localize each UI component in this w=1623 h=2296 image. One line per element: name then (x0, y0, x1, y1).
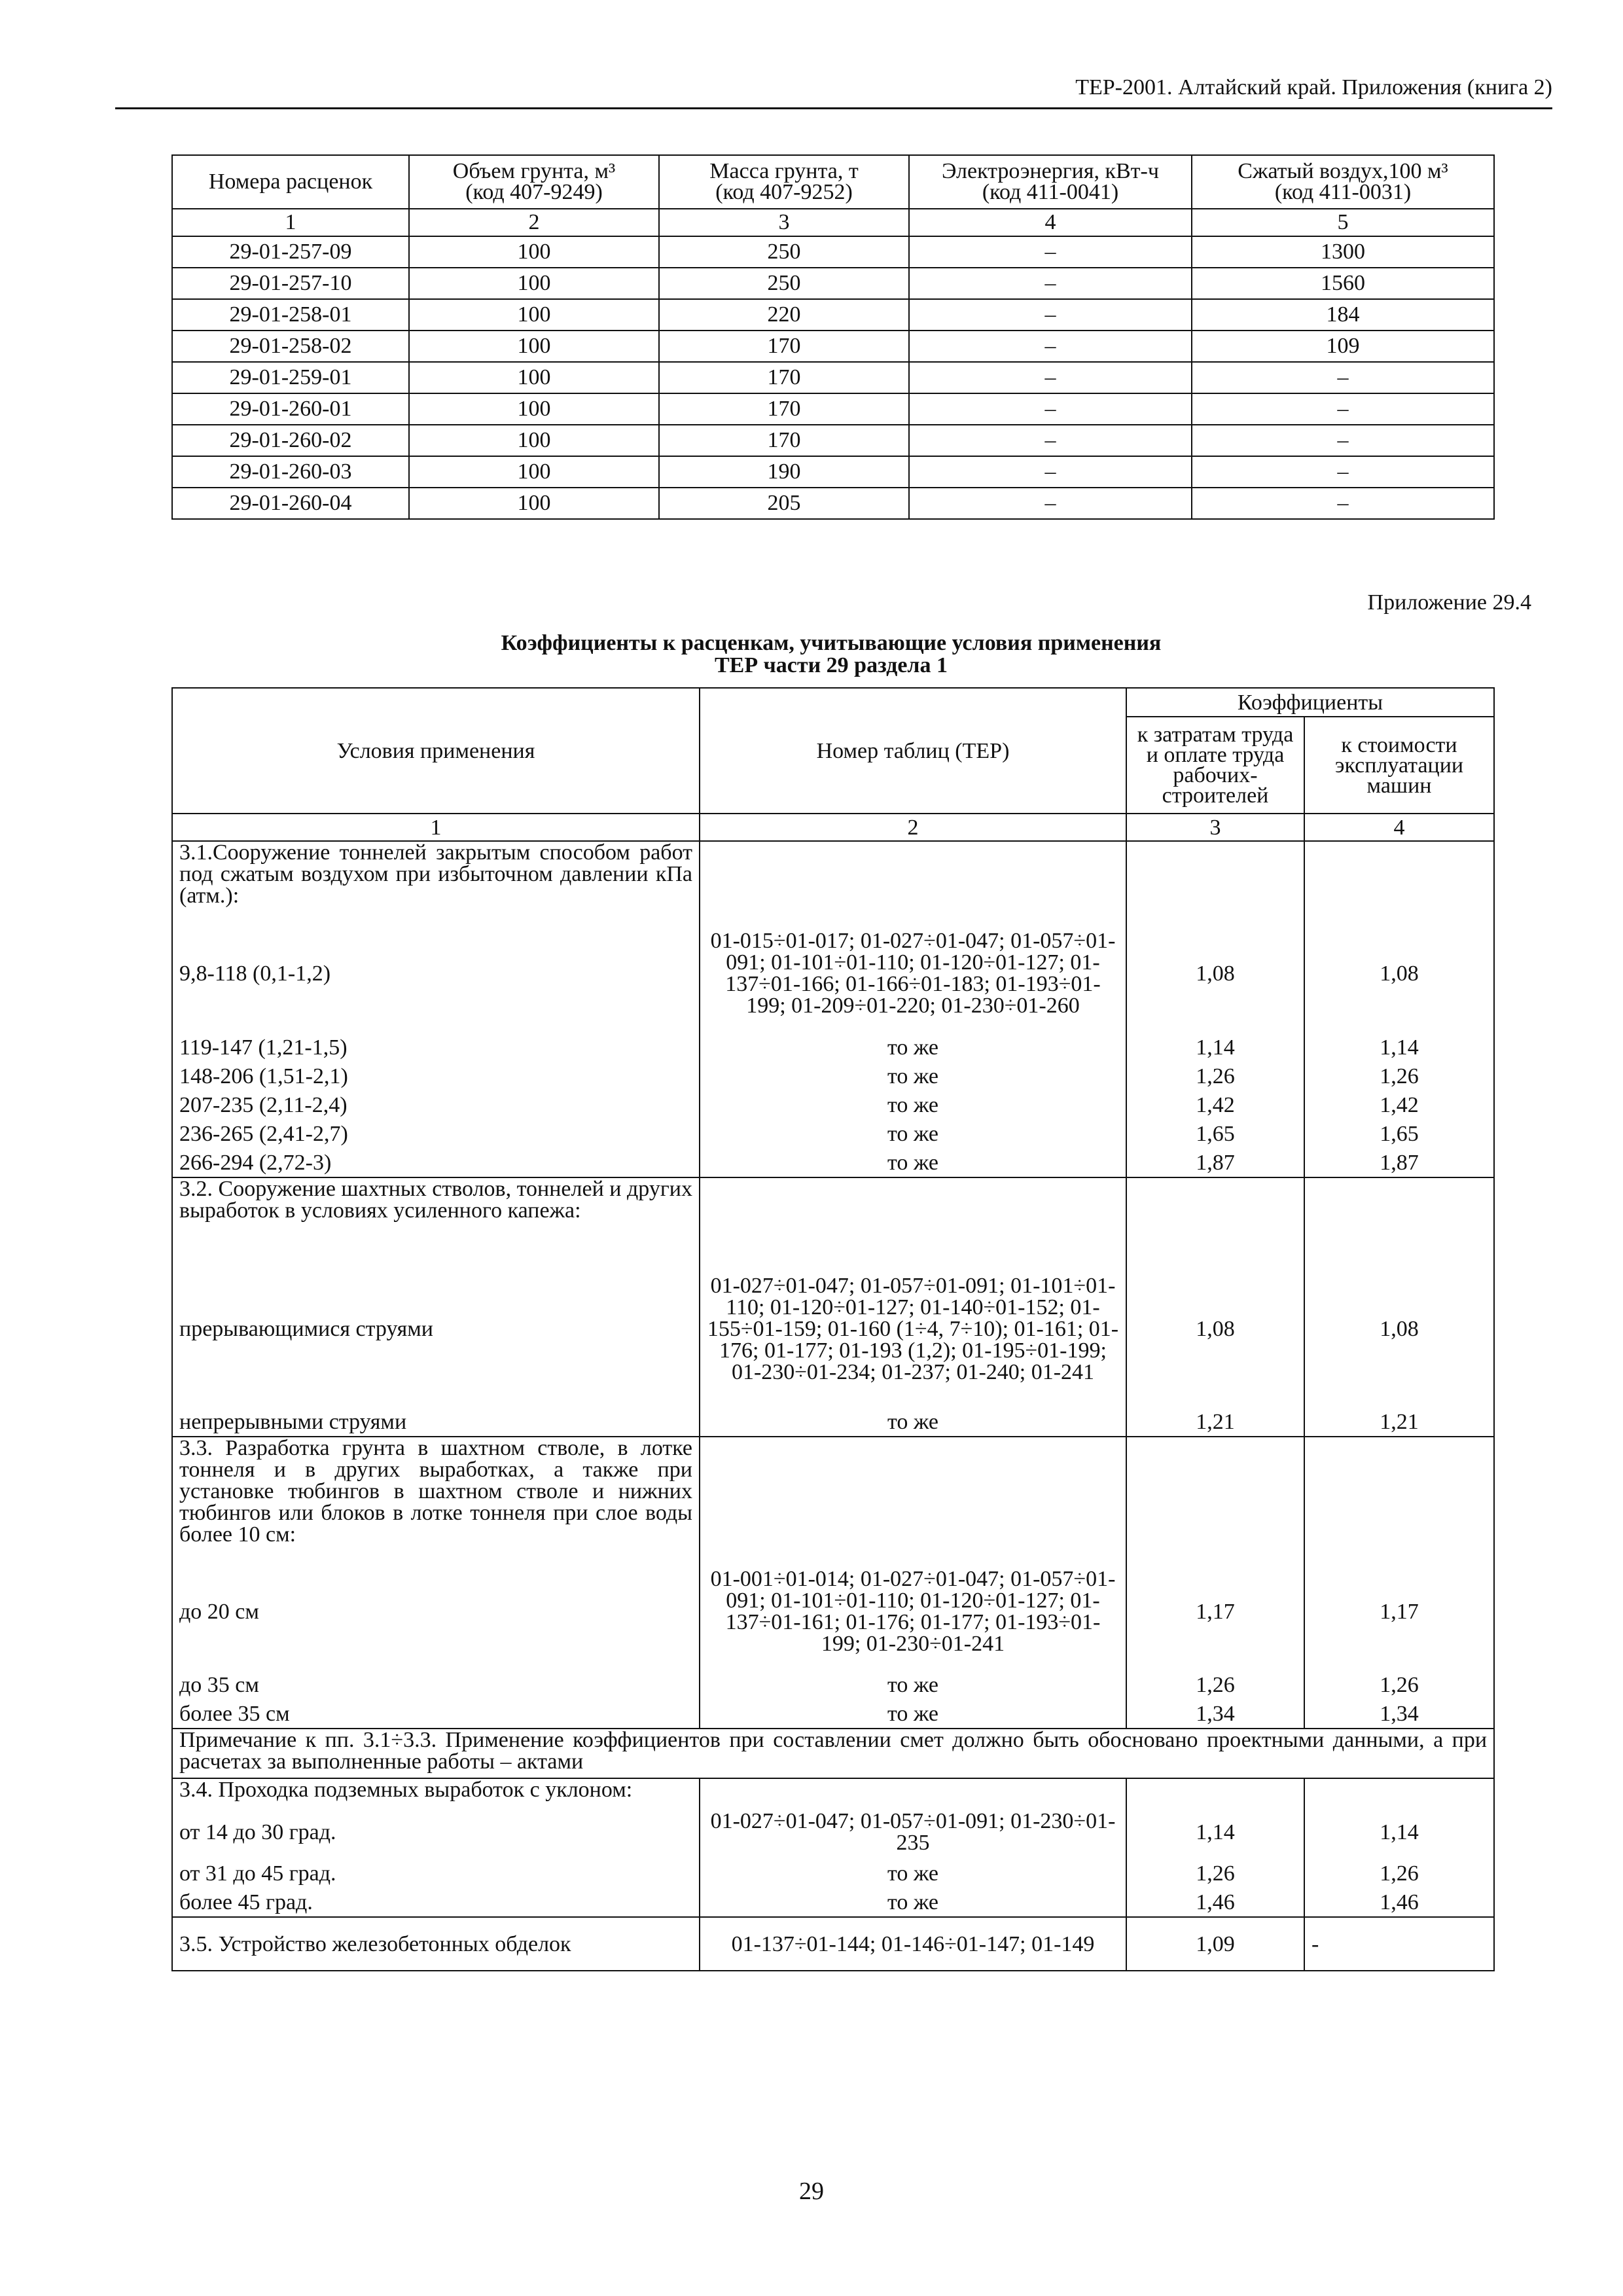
machine-coefficient-cell: 1,26 (1304, 1670, 1494, 1699)
col-header-labor-coefficient: к затратам труда и оплате труда рабочих-строителей (1126, 717, 1304, 814)
labor-coefficient-cell: 1,26 (1126, 1670, 1304, 1699)
labor-coefficient-cell: 1,34 (1126, 1699, 1304, 1729)
machine-coefficient-cell: 1,17 (1304, 1552, 1494, 1670)
machine-coefficient-cell: 1,21 (1304, 1407, 1494, 1437)
table-row (172, 456, 1494, 488)
labor-coefficient-cell: 1,26 (1126, 1859, 1304, 1888)
table-cell: 109 (1192, 331, 1494, 362)
section-heading: 3.4. Проходка подземных выработок с уклоном: (172, 1778, 700, 1805)
table-cell: – (909, 236, 1192, 268)
table-cell: – (1192, 488, 1494, 519)
col-header-soil-volume: Объем грунта, м³ (код 407-9249) (409, 155, 659, 209)
table-title-line: ТЕР части 29 раздела 1 (714, 653, 948, 677)
table-cell: 170 (659, 331, 909, 362)
table-cell: – (909, 393, 1192, 425)
labor-coefficient-cell: 1,46 (1126, 1888, 1304, 1917)
section-heading: 3.3. Разработка грунта в шахтном стволе, в лотке тоннеля и в других выработках, а также при установке тюбингов в шахтном стволе и нижних тюбингов или блоков в лотке тоннеля при слое воды более 10 см: (172, 1437, 700, 1552)
col-header-table-numbers: Номер таблиц (ТЕР) (700, 688, 1126, 814)
table-cell: 29-01-258-01 (172, 299, 409, 331)
machine-coefficient-cell: 1,26 (1304, 1859, 1494, 1888)
condition-cell: 148-206 (1,51-2,1) (172, 1062, 700, 1090)
col-header-machine-coefficient: к стоимости эксплуатации машин (1304, 717, 1494, 814)
labor-coefficient-cell: 1,14 (1126, 1033, 1304, 1062)
col-number: 4 (909, 209, 1192, 236)
table-cell: 29-01-258-02 (172, 331, 409, 362)
table-row (172, 1670, 1494, 1699)
col-header-coefficients: Коэффициенты (1126, 688, 1494, 717)
table-title-line: Коэффициенты к расценкам, учитывающие условия применения (501, 631, 1162, 655)
section-heading-row (172, 841, 1494, 914)
table-cell: 100 (409, 236, 659, 268)
coefficients-table (171, 687, 1495, 1971)
machine-coefficient-cell: 1,46 (1304, 1888, 1494, 1917)
table-cell: 29-01-257-09 (172, 236, 409, 268)
table-numbers-cell: 01-027÷01-047; 01-057÷01-091; 01-230÷01-235 (700, 1805, 1126, 1859)
col-number: 4 (1304, 814, 1494, 841)
table-cell: 170 (659, 362, 909, 393)
table-numbers-cell: то же (700, 1033, 1126, 1062)
labor-coefficient-cell: 1,26 (1126, 1062, 1304, 1090)
labor-coefficient-cell: 1,21 (1126, 1407, 1304, 1437)
machine-coefficient-cell: 1,14 (1304, 1033, 1494, 1062)
col-number: 5 (1192, 209, 1494, 236)
table-cell: – (1192, 425, 1494, 456)
table-numbers-cell: то же (700, 1699, 1126, 1729)
col-header-rate-numbers: Номера расценок (172, 155, 409, 209)
table-cell: 29-01-260-03 (172, 456, 409, 488)
machine-coefficient-cell: 1,65 (1304, 1119, 1494, 1148)
table-row (172, 393, 1494, 425)
table-cell: – (1192, 362, 1494, 393)
labor-coefficient-cell: 1,14 (1126, 1805, 1304, 1859)
table-cell: 29-01-260-04 (172, 488, 409, 519)
table-row (172, 914, 1494, 1033)
table-row (172, 1119, 1494, 1148)
table-cell: 100 (409, 488, 659, 519)
table-row (172, 1699, 1494, 1729)
table-row (172, 362, 1494, 393)
table-cell: 100 (409, 393, 659, 425)
table-numbers-cell: то же (700, 1148, 1126, 1177)
condition-cell: более 35 см (172, 1699, 700, 1729)
note-text: Примечание к пп. 3.1÷3.3. Применение коэффициентов при составлении смет должно быть обосновано проектными данными, а при расчетах за выполненные работы – актами (172, 1729, 1494, 1778)
section-heading: 3.1.Сооружение тоннелей закрытым способом работ под сжатым воздухом при избыточном давлении кПа (атм.): (172, 841, 700, 914)
machine-coefficient-cell: - (1304, 1917, 1494, 1971)
table-row (172, 1917, 1494, 1971)
condition-cell: 119-147 (1,21-1,5) (172, 1033, 700, 1062)
table-numbers-cell: то же (700, 1062, 1126, 1090)
table-cell: 100 (409, 456, 659, 488)
table-row (172, 1552, 1494, 1670)
table-cell: 100 (409, 425, 659, 456)
section-heading-row (172, 1177, 1494, 1250)
running-header (115, 72, 1552, 109)
table-cell: 29-01-259-01 (172, 362, 409, 393)
table-cell: 250 (659, 268, 909, 299)
table-cell: – (909, 331, 1192, 362)
table-cell: 29-01-257-10 (172, 268, 409, 299)
appendix-label: Приложение 29.4 (1367, 590, 1531, 615)
table-row (172, 1033, 1494, 1062)
col-number: 1 (172, 209, 409, 236)
resource-table (171, 154, 1495, 520)
table-row (172, 236, 1494, 268)
table-row (172, 1407, 1494, 1437)
condition-cell: 207-235 (2,11-2,4) (172, 1090, 700, 1119)
labor-coefficient-cell: 1,08 (1126, 1250, 1304, 1407)
table-row (172, 1888, 1494, 1917)
table-cell: 1560 (1192, 268, 1494, 299)
condition-cell: до 35 см (172, 1670, 700, 1699)
table-cell: 184 (1192, 299, 1494, 331)
table-row (172, 1859, 1494, 1888)
labor-coefficient-cell: 1,08 (1126, 914, 1304, 1033)
condition-cell: от 31 до 45 град. (172, 1859, 700, 1888)
section-heading: 3.2. Сооружение шахтных стволов, тоннелей и других выработок в условиях усиленного капежа: (172, 1177, 700, 1250)
table-cell: 100 (409, 331, 659, 362)
labor-coefficient-cell: 1,87 (1126, 1148, 1304, 1177)
table-cell: 220 (659, 299, 909, 331)
table-cell: 100 (409, 268, 659, 299)
running-title: ТЕР-2001. Алтайский край. Приложения (книга 2) (1075, 75, 1552, 99)
col-header-conditions: Условия применения (172, 688, 700, 814)
col-header-soil-mass: Масса грунта, т (код 407-9252) (659, 155, 909, 209)
table-numbers-cell: то же (700, 1090, 1126, 1119)
table-numbers-cell: то же (700, 1859, 1126, 1888)
machine-coefficient-cell: 1,08 (1304, 1250, 1494, 1407)
table-title (393, 632, 1270, 677)
condition-cell: от 14 до 30 град. (172, 1805, 700, 1859)
col-header-electricity: Электроэнергия, кВт-ч (код 411-0041) (909, 155, 1192, 209)
table-numbers-cell: то же (700, 1119, 1126, 1148)
table-cell: 205 (659, 488, 909, 519)
table-row (172, 1090, 1494, 1119)
col-number: 1 (172, 814, 700, 841)
table-numbers-cell: 01-137÷01-144; 01-146÷01-147; 01-149 (700, 1917, 1126, 1971)
labor-coefficient-cell: 1,17 (1126, 1552, 1304, 1670)
col-number: 3 (659, 209, 909, 236)
table-numbers-cell: то же (700, 1670, 1126, 1699)
table-row (172, 299, 1494, 331)
table-cell: 1300 (1192, 236, 1494, 268)
table-row (172, 1148, 1494, 1177)
labor-coefficient-cell: 1,65 (1126, 1119, 1304, 1148)
col-number: 2 (700, 814, 1126, 841)
machine-coefficient-cell: 1,87 (1304, 1148, 1494, 1177)
table-row (172, 268, 1494, 299)
condition-cell: 9,8-118 (0,1-1,2) (172, 914, 700, 1033)
table-cell: 29-01-260-01 (172, 393, 409, 425)
labor-coefficient-cell: 1,42 (1126, 1090, 1304, 1119)
col-number: 3 (1126, 814, 1304, 841)
section-heading-row (172, 1437, 1494, 1552)
labor-coefficient-cell: 1,09 (1126, 1917, 1304, 1971)
table-cell: – (909, 488, 1192, 519)
machine-coefficient-cell: 1,08 (1304, 914, 1494, 1033)
table-cell: 29-01-260-02 (172, 425, 409, 456)
machine-coefficient-cell: 1,34 (1304, 1699, 1494, 1729)
table-row (172, 1250, 1494, 1407)
machine-coefficient-cell: 1,14 (1304, 1805, 1494, 1859)
page-number: 29 (799, 2178, 824, 2205)
table-cell: – (909, 299, 1192, 331)
condition-cell: 236-265 (2,41-2,7) (172, 1119, 700, 1148)
condition-cell: более 45 град. (172, 1888, 700, 1917)
table-row (172, 425, 1494, 456)
table-row (172, 488, 1494, 519)
table-cell: 250 (659, 236, 909, 268)
table-cell: – (909, 268, 1192, 299)
note-row (172, 1729, 1494, 1778)
table-cell: 170 (659, 393, 909, 425)
table-cell: – (909, 362, 1192, 393)
table-cell: – (1192, 456, 1494, 488)
col-header-compressed-air: Сжатый воздух,100 м³ (код 411-0031) (1192, 155, 1494, 209)
table-numbers-cell: то же (700, 1407, 1126, 1437)
table-cell: – (909, 425, 1192, 456)
table-cell: – (1192, 393, 1494, 425)
table-cell: 190 (659, 456, 909, 488)
table-cell: – (909, 456, 1192, 488)
table-row (172, 1062, 1494, 1090)
condition-cell: до 20 см (172, 1552, 700, 1670)
table-row (172, 331, 1494, 362)
machine-coefficient-cell: 1,26 (1304, 1062, 1494, 1090)
table-numbers-cell: 01-015÷01-017; 01-027÷01-047; 01-057÷01-091; 01-101÷01-110; 01-120÷01-127; 01-137÷01-166; 01-166÷01-183; 01-193÷01-199; 01-209÷01-220; 01-230÷01-260 (700, 914, 1126, 1033)
condition-cell: непрерывными струями (172, 1407, 700, 1437)
table-cell: 170 (659, 425, 909, 456)
table-numbers-cell: 01-027÷01-047; 01-057÷01-091; 01-101÷01-110; 01-120÷01-127; 01-140÷01-152; 01-155÷01-159; 01-160 (1÷4, 7÷10); 01-161; 01-176; 01-177; 01-193 (1,2); 01-195÷01-199; 01-230÷01-234; 01-237; 01-240; 01-241 (700, 1250, 1126, 1407)
condition-cell: 266-294 (2,72-3) (172, 1148, 700, 1177)
condition-cell: 3.5. Устройство железобетонных обделок (172, 1917, 700, 1971)
table-row (172, 1805, 1494, 1859)
table-cell: 100 (409, 299, 659, 331)
table-cell: 100 (409, 362, 659, 393)
machine-coefficient-cell: 1,42 (1304, 1090, 1494, 1119)
section-heading-row (172, 1778, 1494, 1805)
table-numbers-cell: 01-001÷01-014; 01-027÷01-047; 01-057÷01-091; 01-101÷01-110; 01-120÷01-127; 01-137÷01-161; 01-176; 01-177; 01-193÷01-199; 01-230÷01-241 (700, 1552, 1126, 1670)
condition-cell: прерывающимися струями (172, 1250, 700, 1407)
col-number: 2 (409, 209, 659, 236)
table-numbers-cell: то же (700, 1888, 1126, 1917)
